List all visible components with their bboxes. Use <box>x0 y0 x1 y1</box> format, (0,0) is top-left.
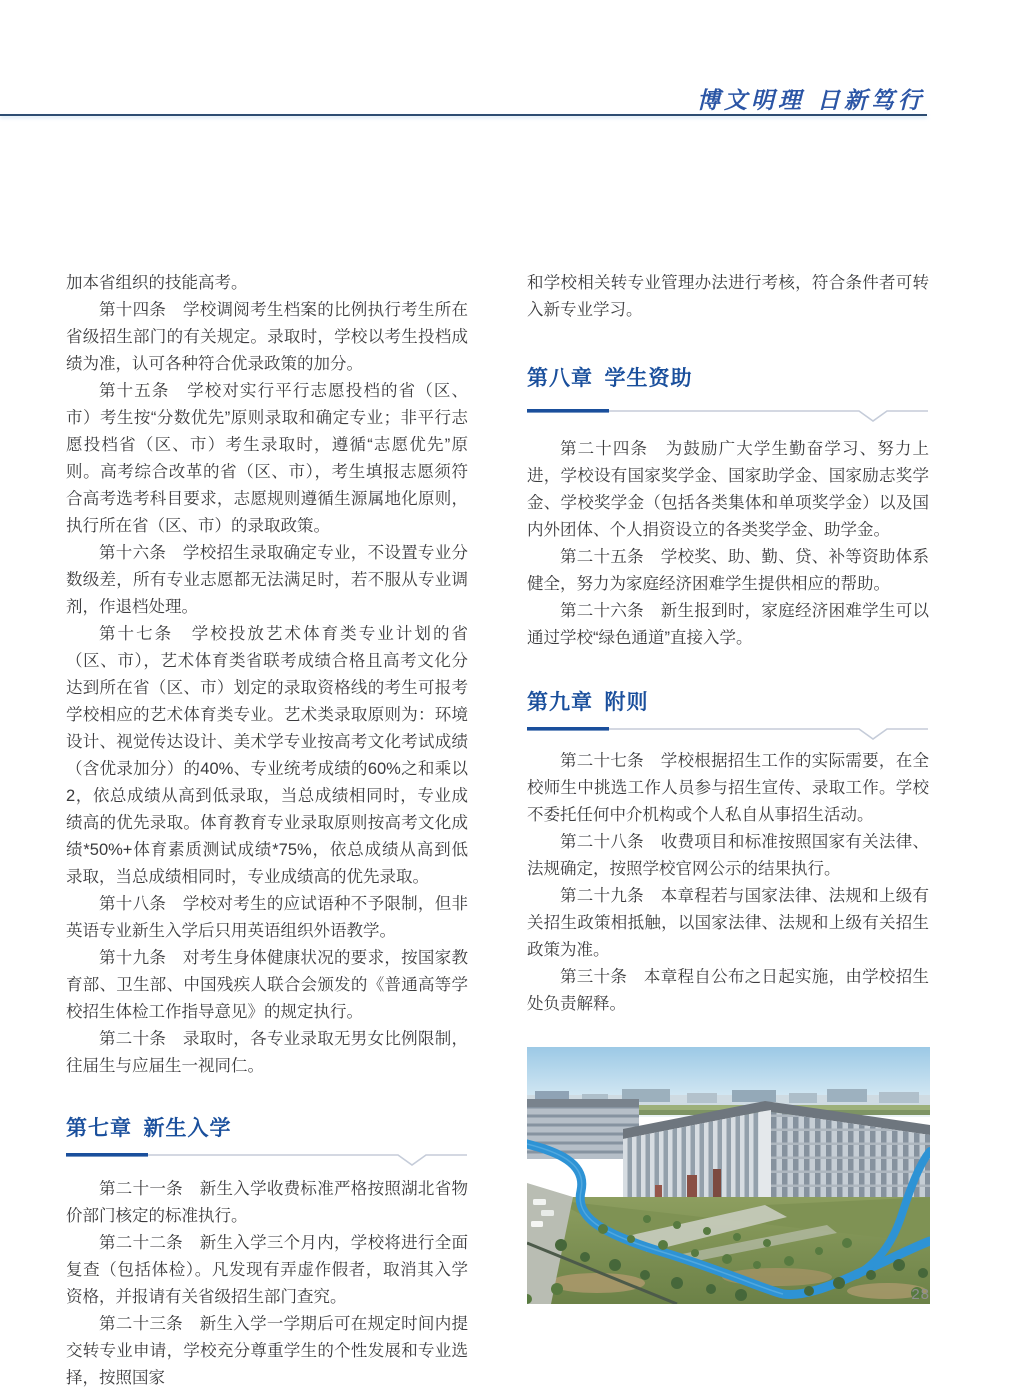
paragraph-article-21: 第二十一条 新生入学收费标准严格按照湖北省物价部门核定的标准执行。 <box>66 1180 468 1225</box>
paragraph-article-19: 第十九条 对考生身体健康状况的要求，按国家教育部、卫生部、中国残疾人联合会颁发的《普通高等学校招生体检工作指导意见》的规定执行。 <box>66 949 468 1021</box>
chapter-7-heading <box>66 1114 468 1144</box>
chapter-title: 新生入学 <box>143 1117 232 1140</box>
paragraph-article-30: 第三十条 本章程自公布之日起实施，由学校招生处负责解释。 <box>527 968 929 1013</box>
section-rule-decoration <box>527 408 929 424</box>
paragraph-article-17: 第十七条 学校投放艺术体育类专业计划的省（区、市），艺术体育类省联考成绩合格且高考文化分达到所在省（区、市）划定的录取资格线的考生可报考学校相应的艺术体育类专业。艺术类录取原则为：环境设计、视觉传达设计、美术学专业按高考文化考试成绩（含优录加分）的40%、专业统考成绩的60%之和乘以2，依总成绩从高到低录取，当总成绩相同时，专业成绩高的优先录取。体育教育专业录取原则按高考文化成绩*50%+体育素质测试成绩*75%，依总成绩从高到低录取，当总成绩相同时，专业成绩高的优先录取。 <box>66 625 468 886</box>
school-motto-calligraphy: 博文明理 日新笃行 <box>696 87 925 114</box>
chapter-8-heading <box>527 364 929 394</box>
paragraph-article-23: 第二十三条 新生入学一学期后可在规定时间内提交转专业申请，学校充分尊重学生的个性发展和专业选择，按照国家 <box>66 1315 468 1387</box>
paragraph-continuation: 和学校相关转专业管理办法进行考核，符合条件者可转入新专业学习。 <box>527 274 929 319</box>
paragraph-article-29: 第二十九条 本章程若与国家法律、法规和上级有关招生政策相抵触，以国家法律、法规和上级有关招生政策为准。 <box>527 887 929 959</box>
left-paragraph-block <box>66 270 468 1080</box>
paragraph-article-26: 第二十六条 新生报到时，家庭经济困难学生可以通过学校“绿色通道”直接入学。 <box>527 602 929 647</box>
section-rule-decoration <box>66 1152 468 1168</box>
left-text-column <box>66 270 468 1392</box>
paragraph-article-14: 第十四条 学校调阅考生档案的比例执行考生所在省级招生部门的有关规定。录取时，学校以考生投档成绩为准，认可各种符合优录政策的加分。 <box>66 301 468 373</box>
section-chapter-9 <box>527 688 929 742</box>
chapter-9-heading <box>527 688 929 718</box>
chapter-number: 第九章 <box>527 691 593 714</box>
page-number: 28 <box>911 1286 930 1303</box>
paragraph-article-16: 第十六条 学校招生录取确定专业，不设置专业分数级差，所有专业志愿都无法满足时，若不服从专业调剂，作退档处理。 <box>66 544 468 616</box>
right-intro-block <box>527 270 929 324</box>
section-rule-decoration <box>527 726 929 742</box>
left-paragraph-block-after <box>66 1176 468 1392</box>
section-chapter-7 <box>66 1114 468 1168</box>
paragraph-article-18: 第十八条 学校对考生的应试语种不予限制，但非英语专业新生入学后只用英语组织外语教学。 <box>66 895 468 940</box>
chapter-8-paragraphs <box>527 436 929 652</box>
header-divider-line <box>0 114 927 116</box>
paragraph-article-25: 第二十五条 学校奖、助、勤、贷、补等资助体系健全，努力为家庭经济困难学生提供相应的帮助。 <box>527 548 929 593</box>
chapter-number: 第八章 <box>527 367 593 390</box>
campus-aerial-photo <box>527 1047 930 1304</box>
paragraph: 加本省组织的技能高考。 <box>66 274 248 292</box>
chapter-title: 附则 <box>604 691 649 714</box>
paragraph-article-27: 第二十七条 学校根据招生工作的实际需要，在全校师生中挑选工作人员参与招生宣传、录取工作。学校不委托任何中介机构或个人私自从事招生活动。 <box>527 752 929 824</box>
paragraph-article-15: 第十五条 学校对实行平行志愿投档的省（区、市）考生按“分数优先”原则录取和确定专业；非平行志愿投档省（区、市）考生录取时，遵循“志愿优先”原则。高考综合改革的省（区、市），考生填报志愿须符合高考选考科目要求，志愿规则遵循生源属地化原则，执行所在省（区、市）的录取政策。 <box>66 382 468 535</box>
paragraph-article-28: 第二十八条 收费项目和标准按照国家有关法律、法规确定，按照学校官网公示的结果执行。 <box>527 833 929 878</box>
right-text-column <box>527 270 929 1304</box>
chapter-title: 学生资助 <box>604 367 693 390</box>
chapter-9-paragraphs <box>527 748 929 1018</box>
paragraph-article-20: 第二十条 录取时，各专业录取无男女比例限制，往届生与应届生一视同仁。 <box>66 1030 468 1075</box>
section-chapter-8 <box>527 364 929 424</box>
paragraph-article-24: 第二十四条 为鼓励广大学生勤奋学习、努力上进，学校设有国家奖学金、国家助学金、国家励志奖学金、学校奖学金（包括各类集体和单项奖学金）以及国内外团体、个人捐资设立的各类奖学金、助学金。 <box>527 440 929 539</box>
chapter-number: 第七章 <box>66 1117 132 1140</box>
paragraph-article-22: 第二十二条 新生入学三个月内，学校将进行全面复查（包括体检）。凡发现有弄虚作假者，取消其入学资格，并报请有关省级招生部门查究。 <box>66 1234 468 1306</box>
